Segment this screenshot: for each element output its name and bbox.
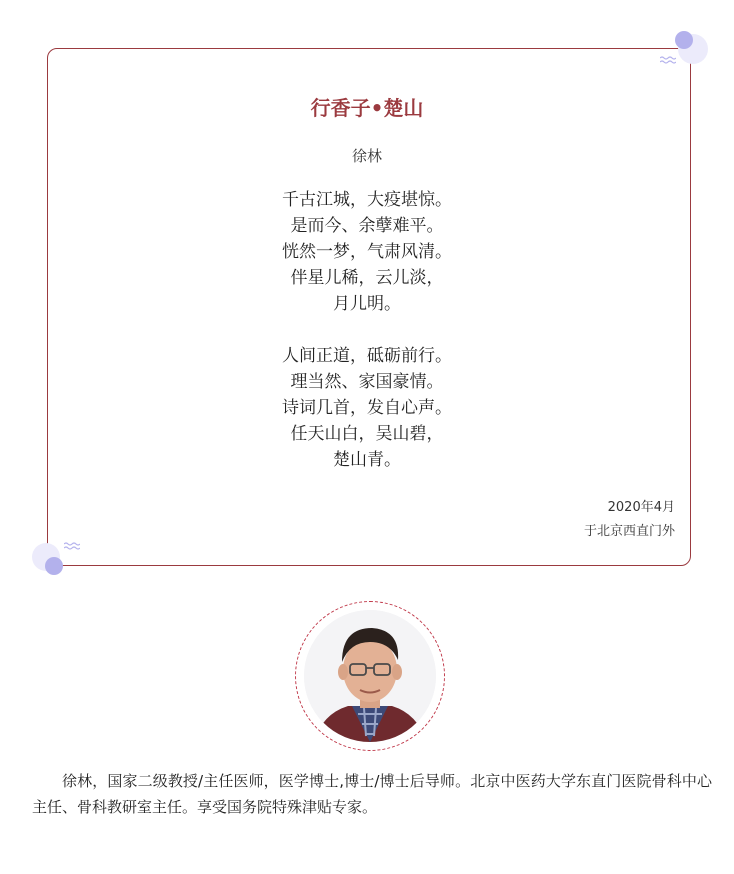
avatar <box>304 610 436 742</box>
poem-title: 行香子•楚山 <box>310 96 424 120</box>
poem-line: 楚山青。 <box>333 450 401 470</box>
poem-line: 诗词几首，发自心声。 <box>282 398 452 418</box>
author-portrait <box>304 610 436 742</box>
poem-line: 任天山白，吴山碧， <box>290 424 444 444</box>
poem-author: 徐林 <box>351 147 382 165</box>
author-bio: 徐林，国家二级教授/主任医师，医学博士,博士/博士后导师。北京中医药大学东直门医院骨科中心主任、骨科教研室主任。享受国务院特殊津贴专家。 <box>32 772 712 816</box>
poem-place: 于北京西直门外 <box>583 524 675 539</box>
decorative-circle <box>675 31 693 49</box>
wave-icon <box>64 542 80 550</box>
poem-line: 月儿明。 <box>333 294 401 314</box>
poem-line: 恍然一梦，气肃风清。 <box>282 242 452 262</box>
poem-line: 千古江城，大疫堪惊。 <box>282 190 452 210</box>
poem-line: 伴星儿稀，云儿淡， <box>290 268 444 288</box>
poem-line: 人间正道，砥砺前行。 <box>282 346 452 366</box>
poem-line: 是而今、余孽难平。 <box>290 216 444 236</box>
wave-icon <box>660 56 676 64</box>
poem-date: 2020年4月 <box>607 500 675 515</box>
poem-stanza <box>0 187 734 317</box>
poem-stanza <box>0 343 734 473</box>
poem-line: 理当然、家国豪情。 <box>290 372 444 392</box>
decorative-circle <box>45 557 63 575</box>
